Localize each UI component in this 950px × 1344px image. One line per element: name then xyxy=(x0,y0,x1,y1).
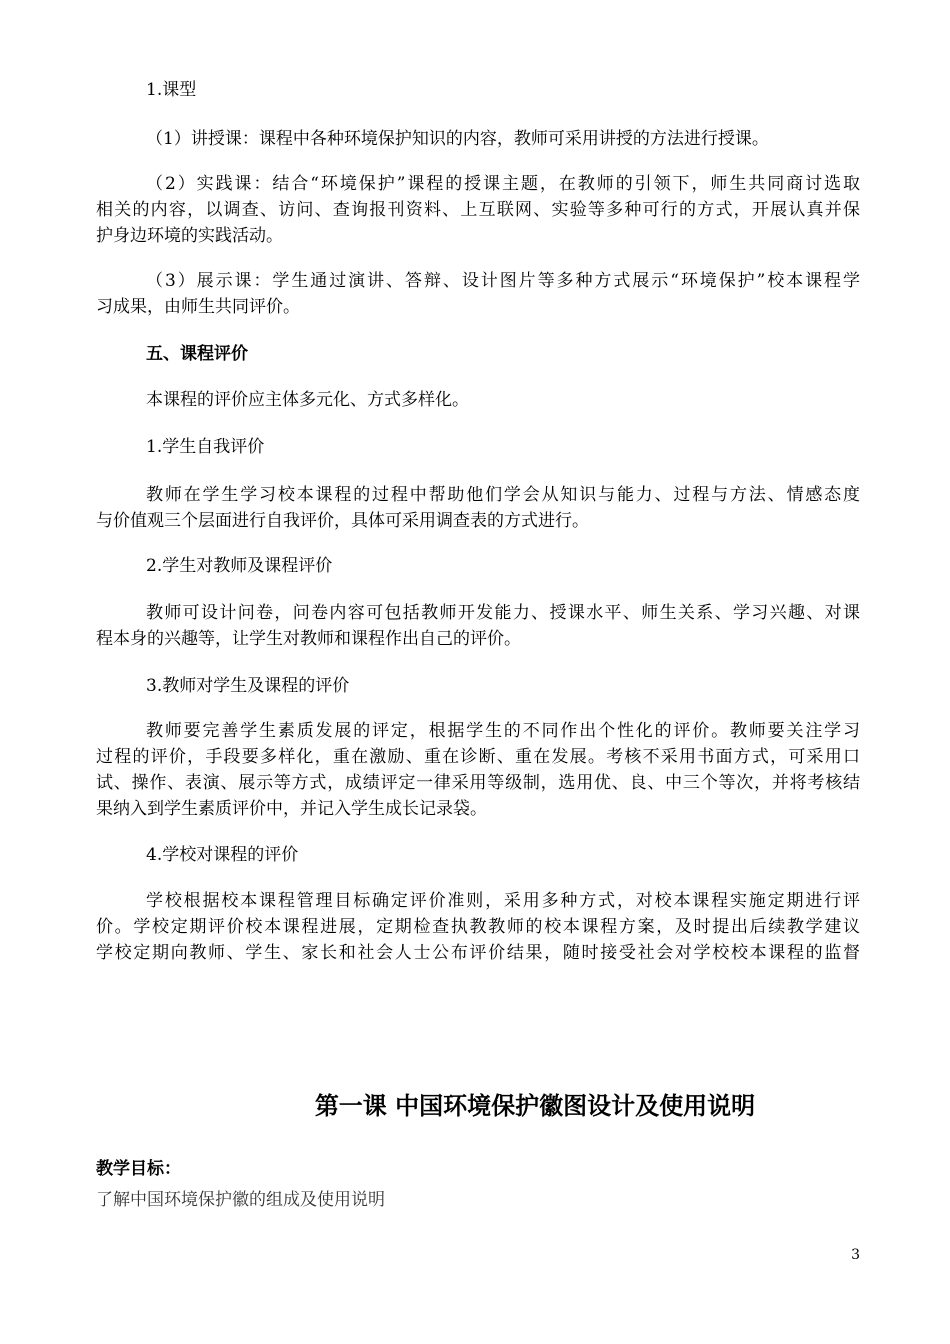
paragraph-self-evaluation-line2: 与价值观三个层面进行自我评价，具体可采用调查表的方式进行。 xyxy=(96,511,589,531)
subheading-student-on-teacher: 2.学生对教师及课程评价 xyxy=(146,556,333,576)
page-number: 3 xyxy=(851,1247,860,1263)
paragraph-practice-line1: （2）实践课：结合“环境保护”课程的授课主题，在教师的引领下，师生共同商讨选取 xyxy=(146,174,860,194)
objective-text: 了解中国环境保护徽的组成及使用说明 xyxy=(96,1190,385,1210)
paragraph-practice-line2: 相关的内容，以调查、访问、查询报刊资料、上互联网、实验等多种可行的方式，开展认真并保 xyxy=(96,200,860,220)
paragraph-display-line1: （3）展示课：学生通过演讲、答辩、设计图片等多种方式展示“环境保护”校本课程学 xyxy=(146,271,860,291)
subheading-school-evaluation: 4.学校对课程的评价 xyxy=(146,845,299,865)
paragraph-display-line2: 习成果，由师生共同评价。 xyxy=(96,297,300,317)
lesson-title: 第一课 中国环境保护徽图设计及使用说明 xyxy=(314,1091,756,1120)
paragraph-evaluation-intro: 本课程的评价应主体多元化、方式多样化。 xyxy=(146,390,469,410)
section-heading-course-type: 1.课型 xyxy=(146,80,197,100)
section-heading-evaluation: 五、课程评价 xyxy=(146,344,248,364)
paragraph-student-on-teacher-line1: 教师可设计问卷，问卷内容可包括教师开发能力、授课水平、师生关系、学习兴趣、对课 xyxy=(146,603,860,623)
paragraph-school-evaluation-line3: 学校定期向教师、学生、家长和社会人士公布评价结果，随时接受社会对学校校本课程的监督 xyxy=(96,943,860,963)
paragraph-school-evaluation-line2: 价。学校定期评价校本课程进展，定期检查执教教师的校本课程方案，及时提出后续教学建议 xyxy=(96,917,860,937)
paragraph-teacher-on-student-line4: 果纳入到学生素质评价中，并记入学生成长记录袋。 xyxy=(96,799,487,819)
subheading-teacher-on-student: 3.教师对学生及课程的评价 xyxy=(146,676,350,696)
paragraph-student-on-teacher-line2: 程本身的兴趣等，让学生对教师和课程作出自己的评价。 xyxy=(96,629,521,649)
paragraph-school-evaluation-line1: 学校根据校本课程管理目标确定评价准则，采用多种方式，对校本课程实施定期进行评 xyxy=(146,891,860,911)
paragraph-teacher-on-student-line2: 过程的评价，手段要多样化，重在激励、重在诊断、重在发展。考核不采用书面方式，可采用口 xyxy=(96,747,860,767)
paragraph-practice-line3: 护身边环境的实践活动。 xyxy=(96,226,283,246)
paragraph-lecture: （1）讲授课：课程中各种环境保护知识的内容，教师可采用讲授的方法进行授课。 xyxy=(146,129,769,149)
objective-heading: 教学目标： xyxy=(96,1159,181,1179)
paragraph-self-evaluation-line1: 教师在学生学习校本课程的过程中帮助他们学会从知识与能力、过程与方法、情感态度 xyxy=(146,485,860,505)
paragraph-teacher-on-student-line3: 试、操作、表演、展示等方式，成绩评定一律采用等级制，选用优、良、中三个等次，并将考核结 xyxy=(96,773,860,793)
paragraph-teacher-on-student-line1: 教师要完善学生素质发展的评定，根据学生的不同作出个性化的评价。教师要关注学习 xyxy=(146,721,860,741)
subheading-self-evaluation: 1.学生自我评价 xyxy=(146,437,265,457)
